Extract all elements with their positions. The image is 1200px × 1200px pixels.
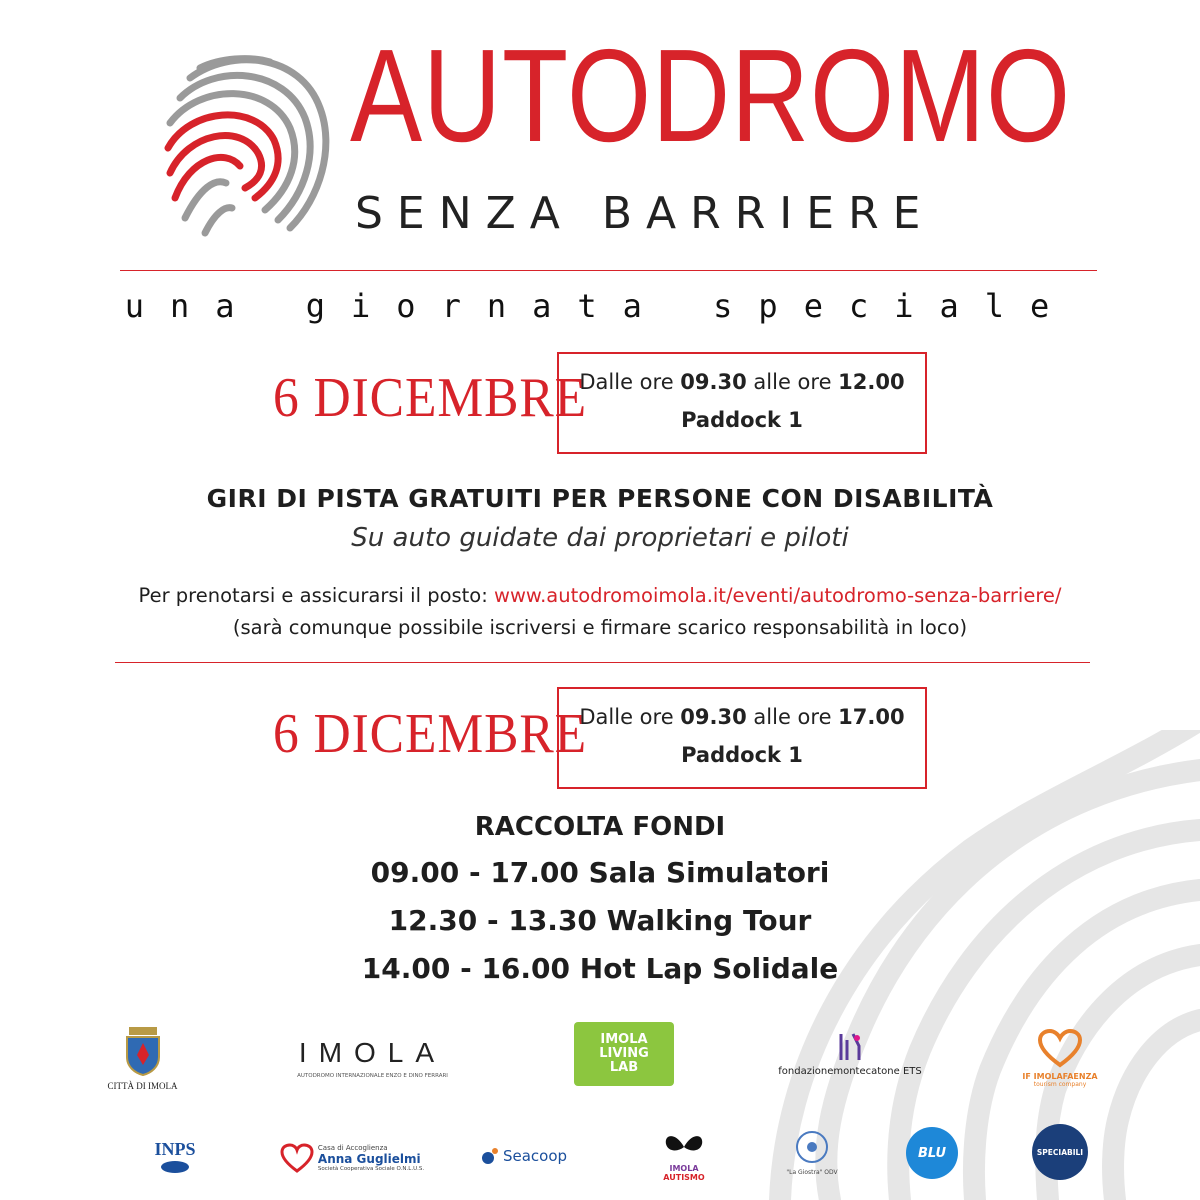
event1-subheading: Su auto guidate dai proprietari e piloti [351, 523, 849, 553]
sponsor-seacoop: Seacoop [474, 1138, 574, 1174]
sponsor-autodromo-imola: IMOLA AUTODROMO INTERNAZIONALE ENZO E DINO FERRARI [297, 1037, 448, 1079]
heart-icon [1038, 1029, 1082, 1069]
fingerprint-logo-icon [160, 48, 335, 238]
montecatone-icon [837, 1032, 863, 1062]
inps-emblem-icon [160, 1160, 190, 1174]
sponsor-la-giostra: "La Giostra" ODV [782, 1112, 842, 1192]
booking-info: Per prenotarsi e assicurarsi il posto: www.autodromoimola.it/eventi/autodromo-senza-barriere/ [138, 584, 1062, 607]
event1-date: 6 DICEMBRE [273, 367, 588, 429]
event2-time-line: Dalle ore 09.30 alle ore 17.00 [579, 705, 905, 729]
coat-of-arms-icon [123, 1025, 163, 1077]
page-title: AUTODROMO [350, 22, 1071, 169]
schedule-item: 09.00 - 17.00 Sala Simulatori [370, 856, 830, 889]
butterfly-icon [662, 1130, 706, 1164]
divider-top [120, 270, 1097, 271]
schedule-item: 12.30 - 13.30 Walking Tour [388, 904, 812, 937]
page-subtitle: SENZA BARRIERE [355, 188, 935, 239]
giostra-icon [794, 1129, 830, 1165]
sponsor-imola-faenza: IF IMOLAFAENZA tourism company [1022, 1020, 1098, 1096]
sponsor-speciabili: SPECIABILI [1032, 1124, 1088, 1180]
seacoop-dots-icon [481, 1147, 499, 1165]
event2-heading: RACCOLTA FONDI [474, 812, 726, 842]
sponsor-anna-guglielmi: Casa di Accoglienza Anna Guglielmi Società Cooperativa Sociale O.N.L.U.S. [272, 1135, 432, 1181]
sponsor-inps: INPS [150, 1126, 200, 1186]
sponsor-fondazione-montecatone: fondazionemontecatone ETS [775, 1025, 925, 1083]
schedule-item: 14.00 - 16.00 Hot Lap Solidale [361, 952, 839, 985]
event1-time-line: Dalle ore 09.30 alle ore 12.00 [579, 370, 905, 394]
booking-link[interactable]: www.autodromoimola.it/eventi/autodromo-senza-barriere/ [494, 584, 1062, 607]
sponsor-imola-autismo: IMOLA AUTISMO [652, 1122, 716, 1190]
sponsor-imola-living-lab: IMOLA LIVING LAB [574, 1022, 674, 1086]
event2-date: 6 DICEMBRE [273, 703, 588, 765]
event1-time-box [557, 352, 927, 454]
event2-location: Paddock 1 [681, 743, 803, 767]
event1-heading: GIRI DI PISTA GRATUITI PER PERSONE CON DISABILITÀ [206, 484, 994, 513]
tagline: una giornata speciale [124, 287, 1076, 325]
sponsor-blu: BLU [906, 1127, 958, 1179]
heart-house-icon [280, 1143, 314, 1173]
booking-note: (sarà comunque possibile iscriversi e firmare scarico responsabilità in loco) [232, 616, 968, 639]
event2-time-box [557, 687, 927, 789]
event1-location: Paddock 1 [681, 408, 803, 432]
sponsor-citta-imola: CITTÀ DI IMOLA [100, 1018, 185, 1098]
divider-middle [115, 662, 1090, 663]
